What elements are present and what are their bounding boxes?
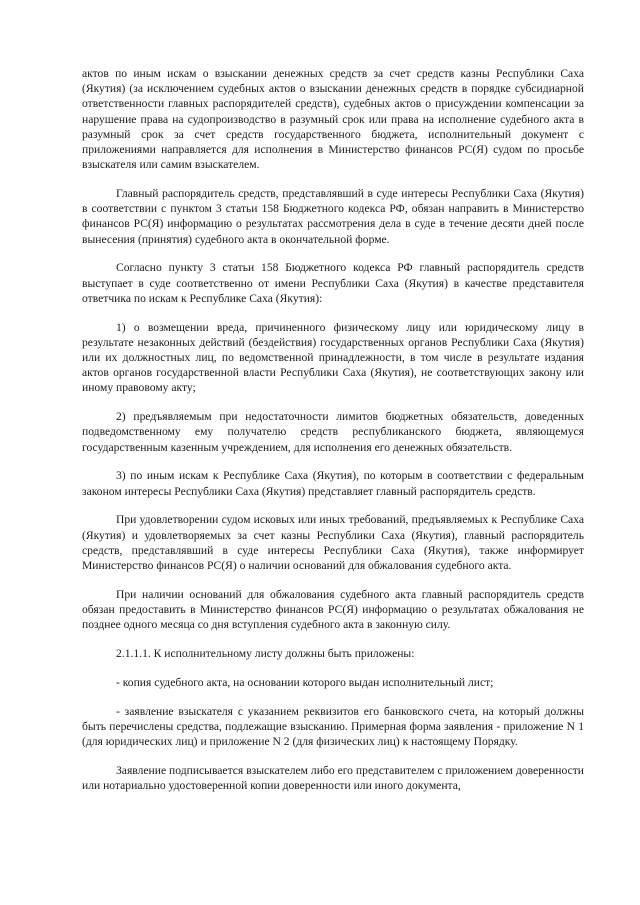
paragraph-appeal-grounds: При наличии оснований для обжалования судебного акта главный распорядитель средств обязан предоставить в Министерство финансов РС(Я) информацию о результатах обжалования не позднее одного месяца со дня вступления судебного акта в законную силу. bbox=[82, 587, 584, 632]
paragraph-item-1: 1) о возмещении вреда, причиненного физическому лицу или юридическому лицу в результате незаконных действий (бездействия) государственных органов Республики Саха (Якутия) или их должностных лиц, по ведомственной принадлежности, в том числе в результате издания актов органов государственной власти Республики Саха (Якутия), не соответствующих закону или иному правовому акту; bbox=[82, 320, 584, 395]
paragraph-signature: Заявление подписывается взыскателем либо его представителем с приложением доверенности или нотариально удостоверенной копии доверенности или иного документа, bbox=[82, 763, 584, 793]
document-body bbox=[82, 66, 584, 806]
paragraph-item-2: 2) предъявляемым при недостаточности лимитов бюджетных обязательств, доведенных подведомственному ему получателю средств республиканского бюджета, являющемуся государственным казенным учреждением, для исполнения его денежных обязательств. bbox=[82, 410, 584, 454]
paragraph-satisfaction-claims: При удовлетворении судом исковых или иных требований, предъявляемых к Республике Саха (Якутия) и удовлетворяемых за счет казны Республики Саха (Якутия), главный распорядитель средств, представлявший в суде интересы Республики Саха (Якутия), также информирует Министерство финансов РС(Я) о наличии оснований для обжалования судебного акта. bbox=[82, 513, 584, 573]
section-heading-2-1-1-1: 2.1.1.1. К исполнительному листу должны быть приложены: bbox=[116, 647, 415, 661]
paragraph-chief-administrator: Главный распорядитель средств, представлявший в суде интересы Республики Саха (Якутия) в соответствии с пунктом 3 статьи 158 Бюджетного кодекса РФ, обязан направить в Министерство финансов РС(Я) информацию о результатах рассмотрения дела в суде в течение десяти дней после вынесения (принятия) судебного акта в окончательной форме. bbox=[82, 187, 584, 246]
paragraph-article-158: Согласно пункту 3 статьи 158 Бюджетного кодекса РФ главный распорядитель средств выступает в суде соответственно от имени Республики Саха (Якутия) в качестве представителя ответчика по искам к Республике Саха (Якутия): bbox=[82, 261, 584, 305]
paragraph-item-3: 3) по иным искам к Республике Саха (Якутия), по которым в соответствии с федеральным законом интересы Республики Саха (Якутия) представляет главный распорядитель средств. bbox=[82, 469, 584, 498]
list-item-copy-of-act: - копия судебного акта, на основании которого выдан исполнительный лист; bbox=[116, 675, 494, 689]
paragraph-continuation: актов по иным искам о взыскании денежных средств за счет средств казны Республики Саха (Якутия) (за исключением судебных актов о взыскании денежных средств в порядке субсидиарной ответственности главных распорядителей средств), судебных актов о присуждении компенсации за нарушение права на судопроизводство в разумный срок или права на исполнение судебного акта в разумный срок за счет средств государственного бюджета, исполнительный документ с приложениями направляется для исполнения в Министерство финансов РС(Я) судом по просьбе взыскателя или самим взыскателем. bbox=[82, 67, 584, 172]
list-item-application: - заявление взыскателя с указанием реквизитов его банковского счета, на который должны быть перечислены средства, подлежащие взысканию. Примерная форма заявления - приложение N 1 (для юридических лиц) и приложение N 2 (для физических лиц) к настоящему Порядку. bbox=[82, 704, 584, 749]
